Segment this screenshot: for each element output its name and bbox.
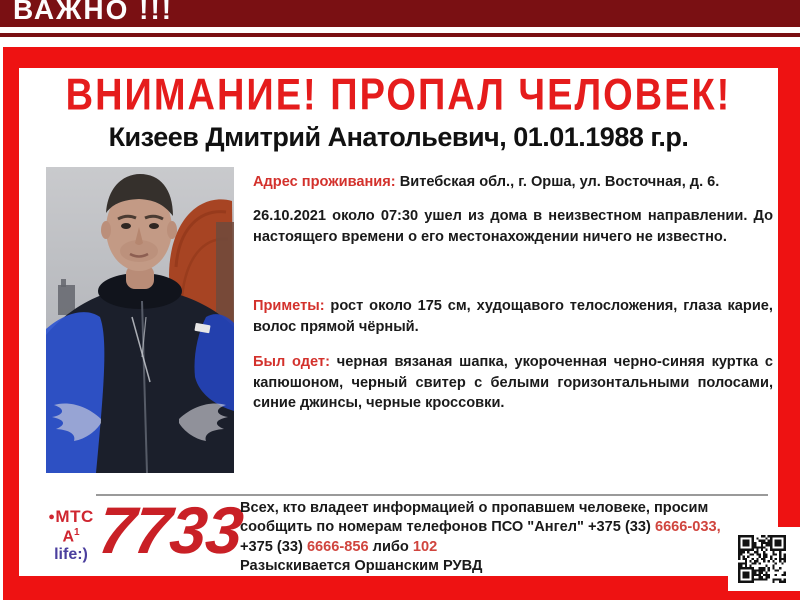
- clothes-label: Был одет:: [253, 354, 330, 370]
- mts-egg-icon: ●: [48, 511, 56, 523]
- left-edge-sliver: [0, 47, 3, 600]
- contact-line3-mid: либо: [368, 538, 413, 555]
- phone-number-2: 6666-856: [306, 538, 369, 555]
- address-paragraph: [253, 172, 773, 193]
- qr-code: [738, 535, 786, 583]
- contact-line-1: Всех, кто владеет информацией о пропавшем человеке, просим: [240, 500, 709, 516]
- address-text: Витебская обл., г. Орша, ул. Восточная, д. 6.: [399, 174, 720, 190]
- signs-text: рост около 175 см, худощавого телосложения, глаза карие, волос прямой чёрный.: [253, 298, 773, 335]
- person-photo: [46, 167, 234, 473]
- a1-logo: [36, 527, 106, 546]
- signs-paragraph: [253, 296, 773, 337]
- emergency-number: 102: [412, 538, 438, 555]
- contact-line3-text: +375 (33): [240, 538, 307, 555]
- missing-person-name: Кизеев Дмитрий Анатольевич, 01.01.1988 г.р.: [108, 122, 689, 152]
- top-banner: [0, 0, 800, 27]
- contact-line-2: [240, 518, 740, 537]
- life-logo: life:): [54, 545, 88, 563]
- a1-letter: А: [62, 528, 74, 546]
- phone-number-1: 6666-033,: [654, 519, 721, 536]
- contact-info: [240, 499, 740, 577]
- mts-logo: [36, 508, 106, 527]
- circumstances-paragraph: 26.10.2021 около 07:30 ушел из дома в неизвестном направлении. До настоящего времени о его местонахождении ничего не известно.: [253, 208, 773, 245]
- divider-stripe: [0, 33, 800, 37]
- a1-sup: 1: [74, 526, 80, 538]
- qr-code-box: [728, 527, 800, 591]
- address-label: Адрес проживания:: [253, 174, 396, 190]
- person-photo-illustration: [46, 167, 234, 473]
- signs-label: Приметы:: [253, 298, 325, 314]
- page-title: ВНИМАНИЕ! ПРОПАЛ ЧЕЛОВЕК!: [65, 71, 732, 120]
- clothes-paragraph: [253, 352, 773, 414]
- important-label: ВАЖНО !!!: [13, 0, 174, 25]
- contact-line-4: Разыскивается Оршанским РУВД: [240, 558, 483, 575]
- contact-line-3: [240, 538, 740, 557]
- clothes-text: черная вязаная шапка, укороченная черно-синяя куртка с капюшоном, черный свитер с белыми горизонтальными полосами, синие джинсы, черные кроссовки.: [253, 354, 774, 412]
- contact-line2-text: сообщить по номерам телефонов ПСО "Ангел" +375 (33): [240, 519, 655, 536]
- poster-content: [19, 68, 778, 576]
- short-number: 7733: [95, 493, 246, 567]
- mts-label: МТС: [55, 507, 94, 526]
